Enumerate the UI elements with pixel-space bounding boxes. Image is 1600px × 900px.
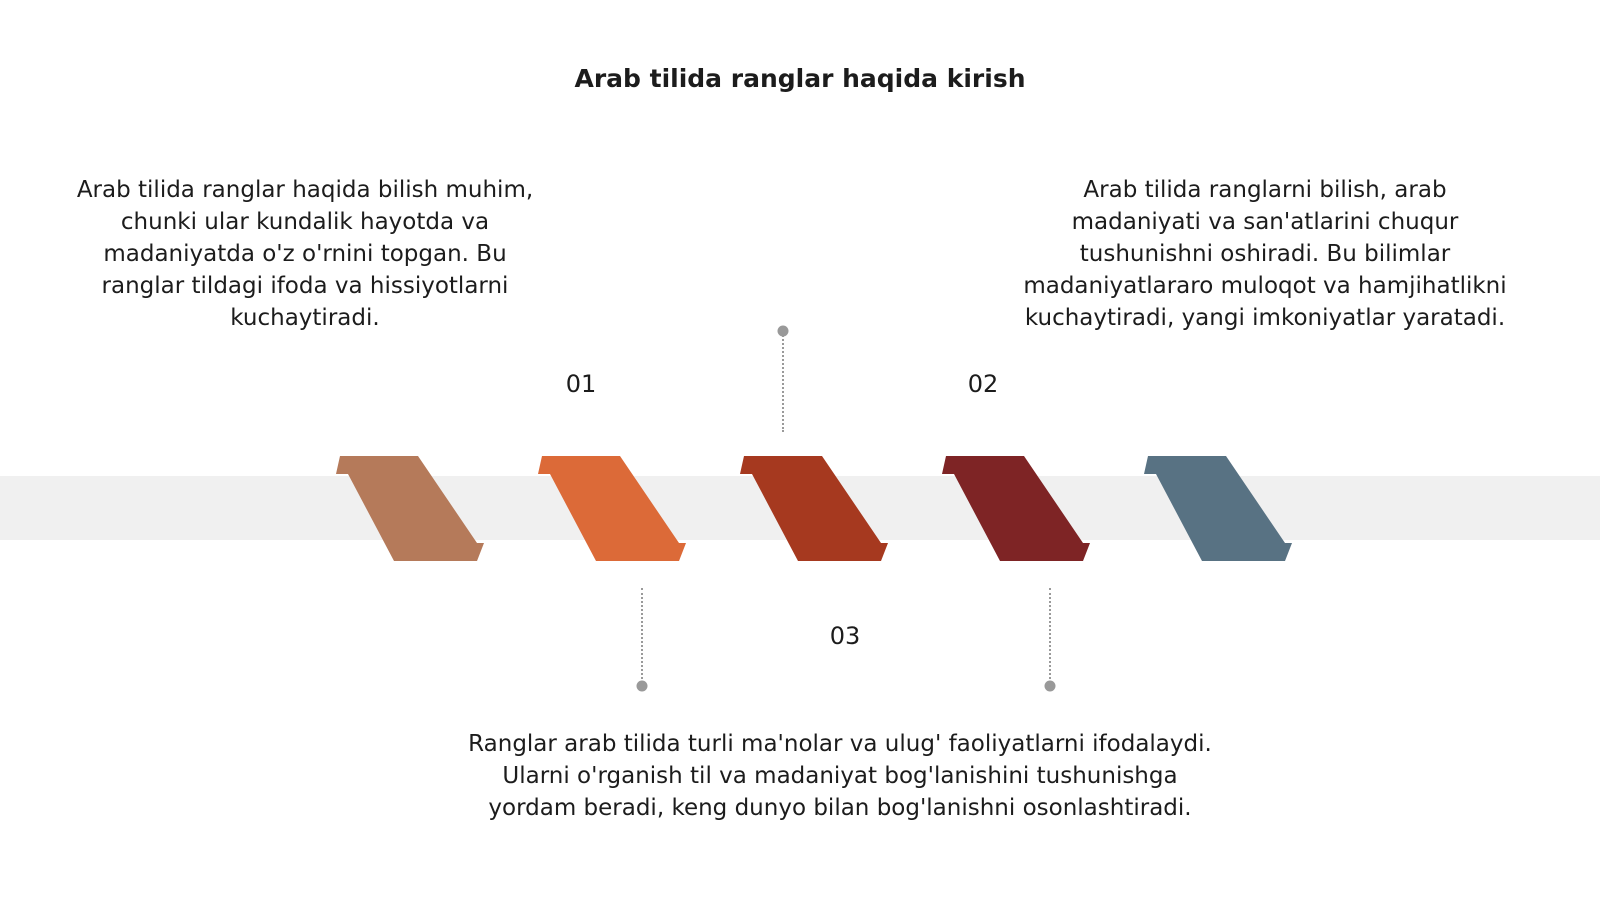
chevron-1 [336, 456, 484, 561]
connector-bottom-right [1049, 588, 1051, 683]
step-02-number: 02 [967, 370, 999, 398]
step-03-description: Ranglar arab tilida turli ma'nolar va ulug' faoliyatlarni ifodalaydi. Ularni o'rganish til va madaniyat bog'lanishini tushunishga yordam beradi, keng dunyo bilan bog'lanishni osonlashtiradi. [468, 731, 1212, 821]
chevron-4 [942, 456, 1090, 561]
chevron-5 [1144, 456, 1292, 561]
chevron-3 [740, 456, 888, 561]
step-03-number: 03 [829, 622, 861, 650]
step-02-description: Arab tilida ranglarni bilish, arab madaniyati va san'atlarini chuqur tushunishni oshiradi. Bu bilimlar madaniyatlararo muloqot va hamjihatlikni kuchaytiradi, yangi imkoniyatlar yaratadi. [1023, 177, 1507, 331]
connector-bottom-left [641, 588, 643, 683]
connector-dot-bottom-left [637, 681, 648, 692]
connector-dot-bottom-right [1045, 681, 1056, 692]
step-01-number: 01 [565, 370, 597, 398]
page-title: Arab tilida ranglar haqida kirish [574, 64, 1026, 93]
step-01-description: Arab tilida ranglar haqida bilish muhim, chunki ular kundalik hayotda va madaniyatda o'z o'rnini topgan. Bu ranglar tildagi ifoda va hissiyotlarni kuchaytiradi. [76, 177, 534, 331]
chevron-2 [538, 456, 686, 561]
